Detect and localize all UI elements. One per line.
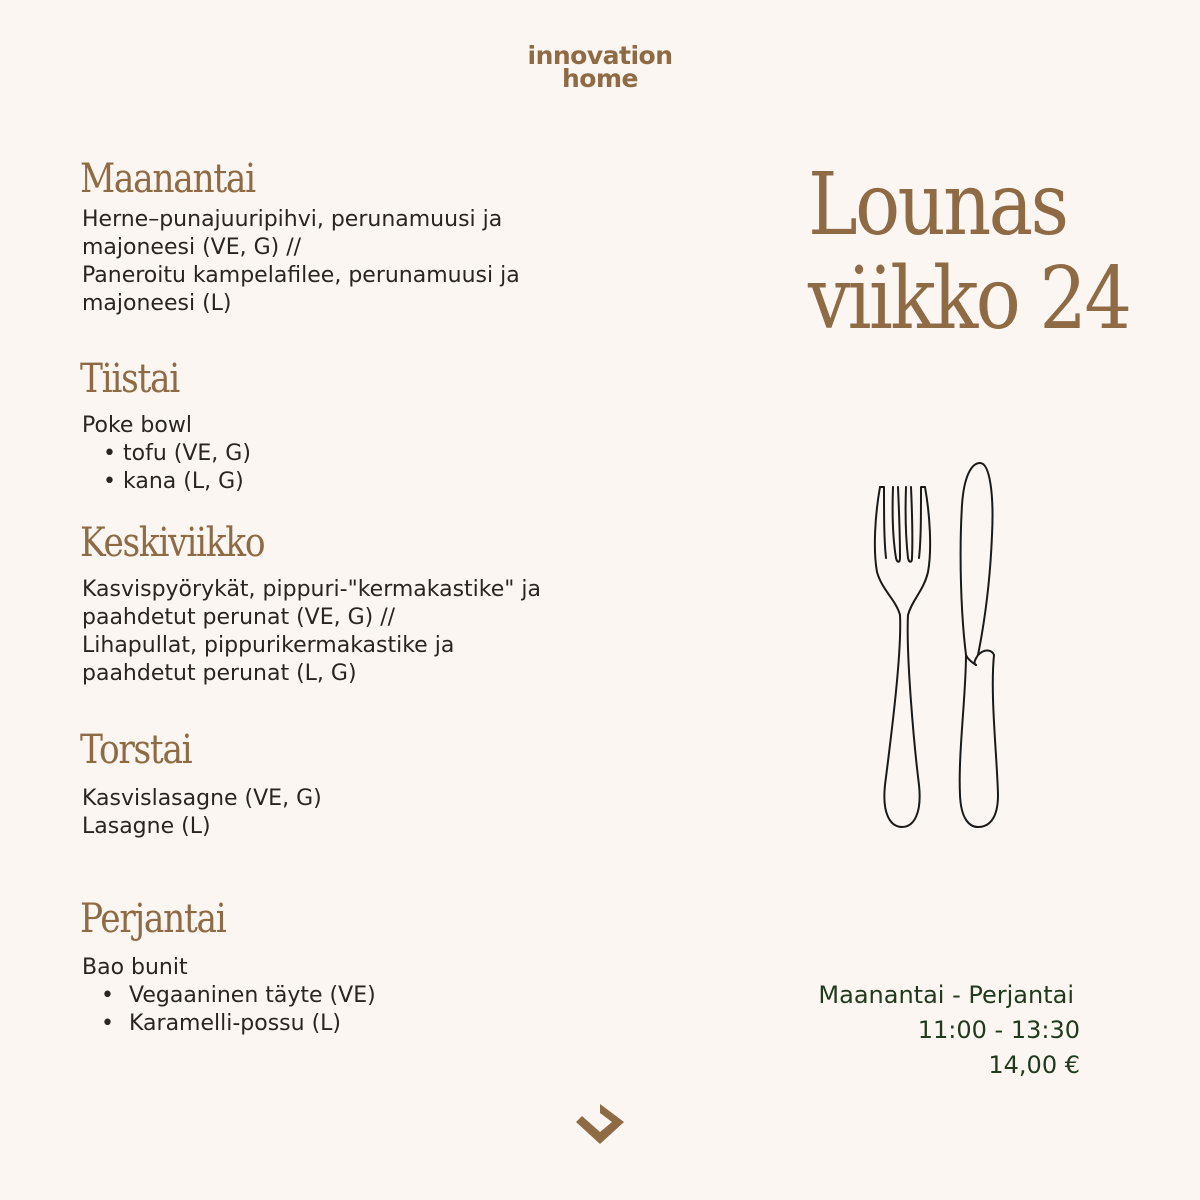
bullet-icon: • xyxy=(103,441,116,466)
menu-wednesday xyxy=(82,576,541,688)
opening-days: Maanantai - Perjantai xyxy=(818,981,1074,1009)
menu-line: majoneesi (VE, G) // xyxy=(82,235,302,260)
fork-and-knife-icon xyxy=(860,455,1010,835)
menu-line: Herne–punajuuripihvi, perunamuusi ja xyxy=(82,207,503,232)
brand-logo-line1: innovation xyxy=(527,41,673,70)
day-heading-monday: Maanantai xyxy=(80,156,255,202)
menu-monday xyxy=(82,206,520,318)
day-heading-friday: Perjantai xyxy=(80,896,226,942)
page-title-line1: Lounas xyxy=(808,155,1067,255)
menu-intro: Poke bowl xyxy=(82,413,192,438)
opening-hours: 11:00 - 13:30 xyxy=(917,1016,1080,1044)
menu-tuesday xyxy=(82,412,251,496)
opening-info xyxy=(818,978,1080,1083)
menu-line: majoneesi (L) xyxy=(82,291,232,316)
bullet-icon: • xyxy=(103,469,116,494)
menu-line: Lasagne (L) xyxy=(82,814,211,839)
list-item-label: tofu (VE, G) xyxy=(123,441,251,466)
menu-options xyxy=(82,440,251,496)
menu-line: Lihapullat, pippurikermakastike ja xyxy=(82,633,455,658)
list-item-label: kana (L, G) xyxy=(123,469,244,494)
menu-line: paahdetut perunat (L, G) xyxy=(82,661,357,686)
menu-intro: Bao bunit xyxy=(82,955,188,980)
brand-mark-icon xyxy=(572,1100,628,1148)
list-item-label: Vegaaninen täyte (VE) xyxy=(129,983,376,1008)
menu-line: paahdetut perunat (VE, G) // xyxy=(82,605,396,630)
price: 14,00 € xyxy=(988,1051,1080,1079)
menu-friday xyxy=(82,954,376,1038)
menu-options xyxy=(82,982,376,1038)
list-item-label: Karamelli-possu (L) xyxy=(129,1011,341,1036)
bullet-icon: • xyxy=(101,983,114,1008)
page-title xyxy=(808,155,1130,349)
brand-logo-line2: home xyxy=(562,64,638,93)
menu-thursday xyxy=(82,785,322,841)
list-item xyxy=(103,468,251,496)
day-heading-thursday: Torstai xyxy=(80,727,192,773)
brand-logo xyxy=(0,41,1200,93)
day-heading-wednesday: Keskiviikko xyxy=(80,520,265,566)
list-item xyxy=(103,440,251,468)
menu-line: Kasvispyörykät, pippuri-"kermakastike" ja xyxy=(82,577,541,602)
day-heading-tuesday: Tiistai xyxy=(80,356,179,402)
menu-line: Paneroitu kampelafilee, perunamuusi ja xyxy=(82,263,520,288)
menu-line: Kasvislasagne (VE, G) xyxy=(82,786,322,811)
bullet-icon: • xyxy=(101,1011,114,1036)
list-item xyxy=(101,1010,376,1038)
list-item xyxy=(101,982,376,1010)
page-title-line2: viikko 24 xyxy=(808,249,1130,349)
